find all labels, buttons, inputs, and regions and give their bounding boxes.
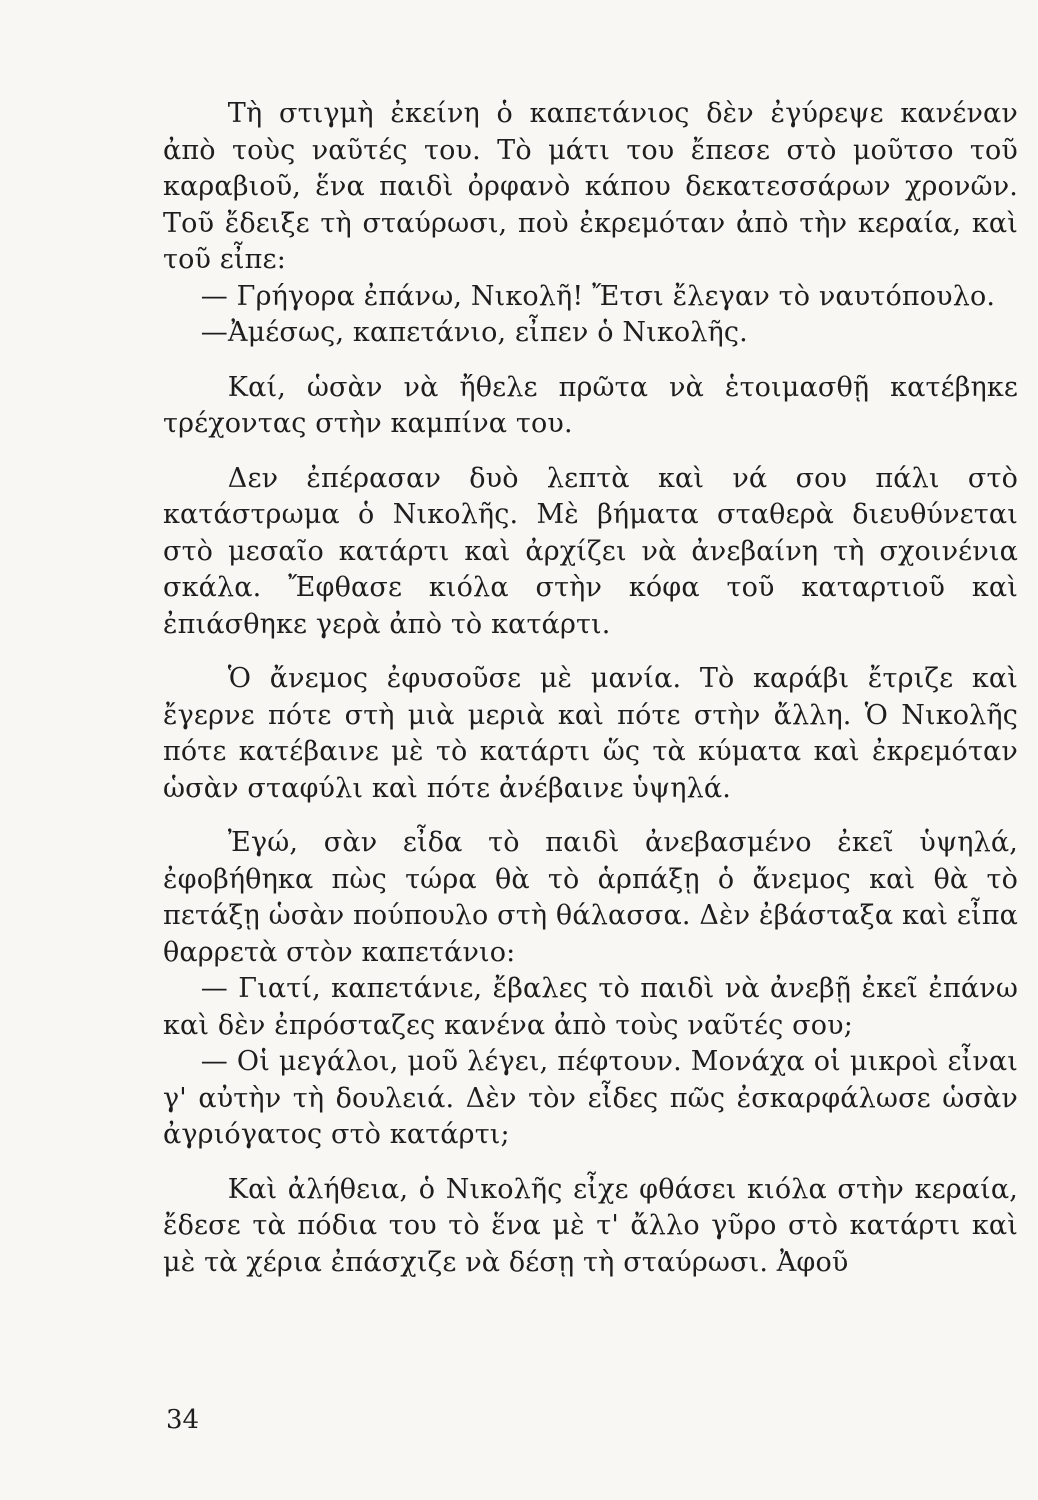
paragraph-8: — Γιατί, καπετάνιε, ἔβαλες τὸ παιδὶ νὰ ἀνεβῇ ἐκεῖ ἐπάνω καὶ δὲν ἐπρόσταζες κανένα ἀπὸ τοὺς ναῦτές σου; — [163, 973, 1018, 1041]
paragraph-10: Καὶ ἀλήθεια, ὁ Νικολῆς εἶχε φθάσει κιόλα στὴν κεραία, ἔδεσε τὰ πόδια του τὸ ἕνα μὲ τ' ἄλλο γῦρο στὸ κατάρτι καὶ μὲ τὰ χέρια ἐπάσχιζε νὰ δέσῃ τὴ σταύρωσι. Ἀφοῦ — [163, 1173, 1018, 1278]
paragraph-6: Ὁ ἄνεμος ἐφυσοῦσε μὲ μανία. Τὸ καράβι ἔτριζε καὶ ἔγερνε πότε στὴ μιὰ μεριὰ καὶ πότε στὴν ἄλλη. Ὁ Νικολῆς πότε κατέβαινε μὲ τὸ κατάρτι ὥς τὰ κύματα καὶ ἐκρεμόταν ὡσὰν σταφύλι καὶ πότε ἀνέβαινε ὑψηλά. — [163, 663, 1018, 804]
body-text — [163, 96, 1018, 1281]
paragraph-4: Καί, ὡσὰν νὰ ἤθελε πρῶτα νὰ ἑτοιμασθῇ κατέβηκε τρέχοντας στὴν καμπίνα του. — [163, 371, 1018, 439]
paragraph-9: — Οἱ μεγάλοι, μοῦ λέγει, πέφτουν. Μονάχα οἱ μικροὶ εἶναι γ' αὐτὴν τὴ δουλειά. Δὲν τὸν εἶδες πῶς ἐσκαρφάλωσε ὡσὰν ἀγριόγατος στὸ κατάρτι; — [163, 1046, 1018, 1150]
paragraph-2: — Γρήγορα ἐπάνω, Νικολῆ! Ἔτσι ἔλεγαν τὸ ναυτόπουλο. — [200, 280, 996, 312]
paragraph-3: —Ἀμέσως, καπετάνιο, εἶπεν ὁ Νικολῆς. — [200, 317, 748, 348]
page-number: 34 — [166, 1405, 200, 1435]
paragraph-7: Ἐγώ, σὰν εἶδα τὸ παιδὶ ἀνεβασμένο ἐκεῖ ὑψηλά, ἐφοβήθηκα πὼς τώρα θὰ τὸ ἁρπάξῃ ὁ ἄνεμος καὶ θὰ τὸ πετάξῃ ὡσὰν πούπουλο στὴ θάλασσα. Δὲν ἐβάσταξα καὶ εἶπα θαρρετὰ στὸν καπετάνιο: — [163, 827, 1018, 968]
paragraph-5: Δεν ἐπέρασαν δυὸ λεπτὰ καὶ νά σου πάλι στὸ κατάστρωμα ὁ Νικολῆς. Μὲ βήματα σταθερὰ διευθύνεται στὸ μεσαῖο κατάρτι καὶ ἀρχίζει νὰ ἀνεβαίνη τὴ σχοινένια σκάλα. Ἔφθασε κιόλα στὴν κόφα τοῦ καταρτιοῦ καὶ ἐπιάσθηκε γερὰ ἀπὸ τὸ κατάρτι. — [163, 462, 1018, 640]
paragraph-1: Τὴ στιγμὴ ἐκείνη ὁ καπετάνιος δὲν ἐγύρεψε κανέναν ἀπὸ τοὺς ναῦτές του. Τὸ μάτι του ἔπεσε στὸ μοῦτσο τοῦ καραβιοῦ, ἕνα παιδὶ ὀρφανὸ κάπου δεκατεσσάρων χρονῶν. Τοῦ ἔδειξε τὴ σταύρωσι, ποὺ ἐκρεμόταν ἀπὸ τὴν κεραία, καὶ τοῦ εἶπε: — [163, 98, 1018, 275]
